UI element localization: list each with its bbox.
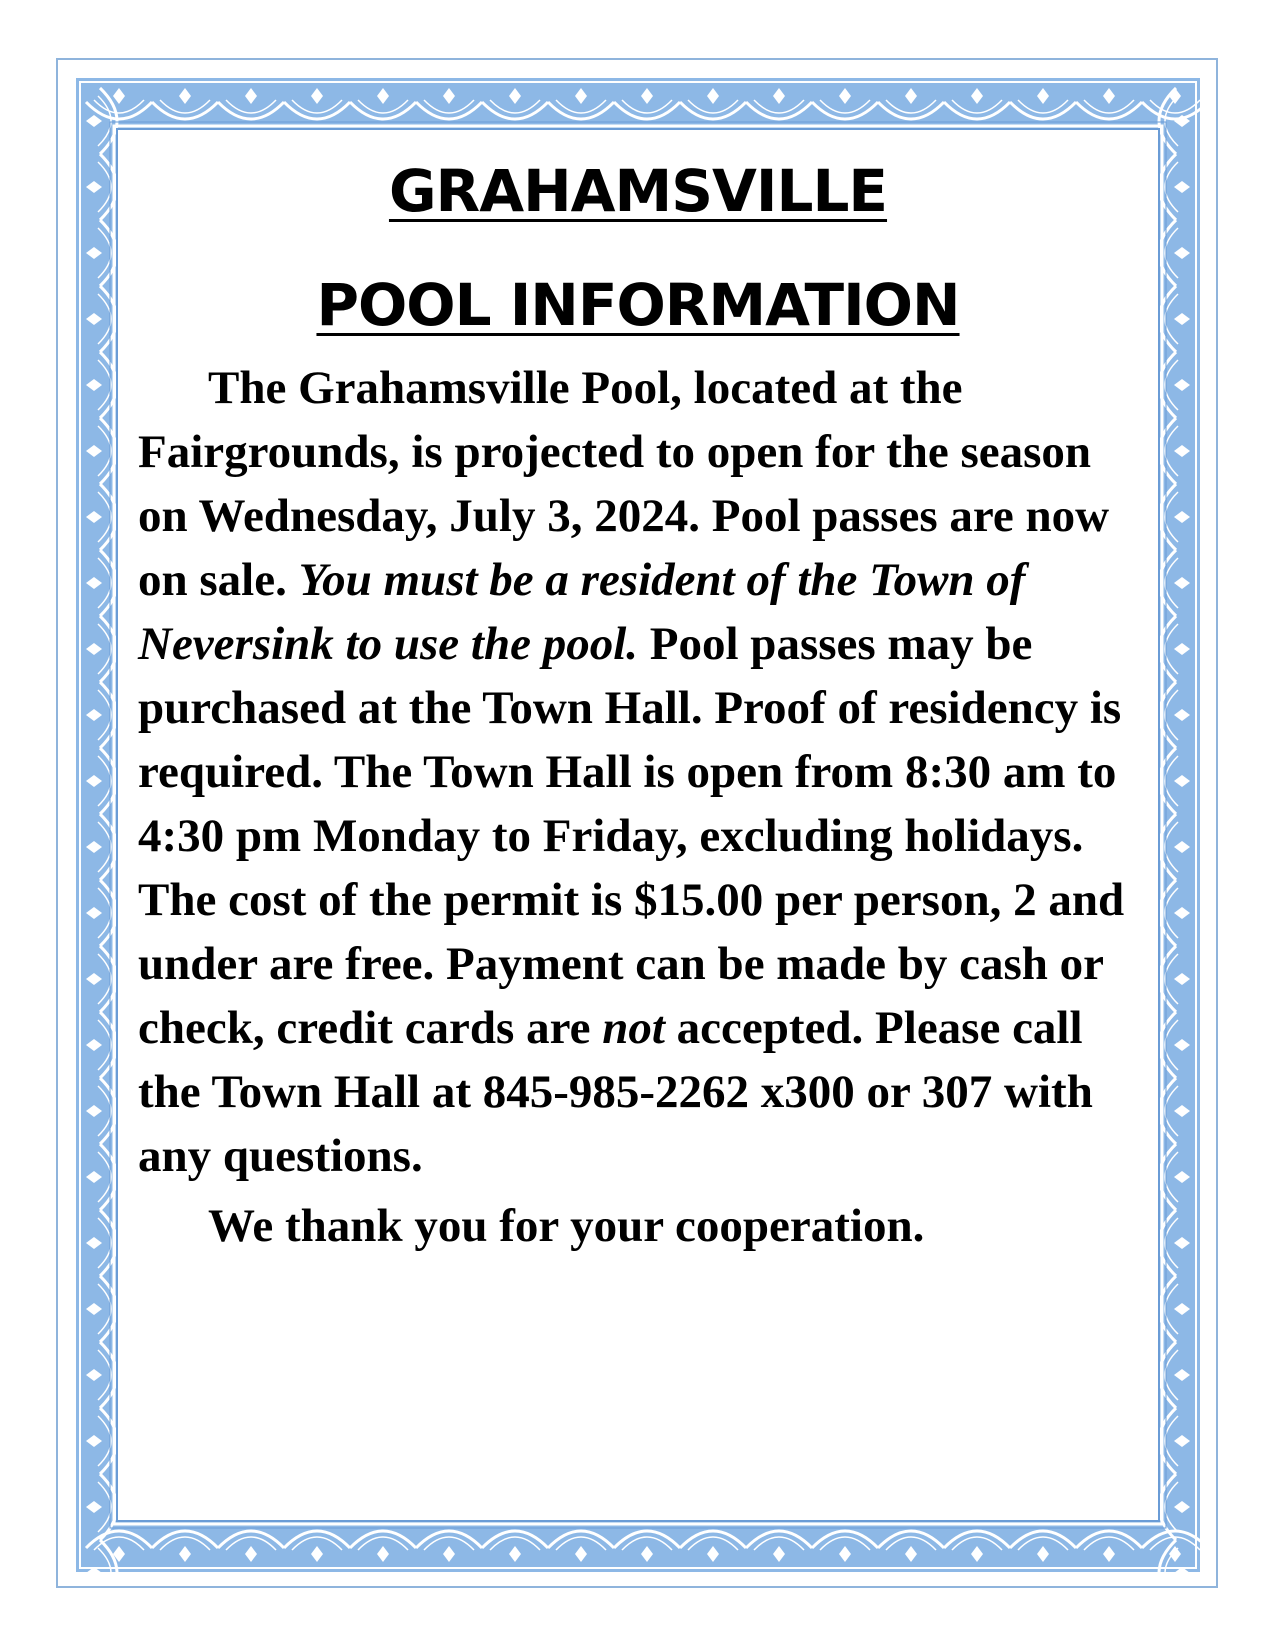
border-ornament bbox=[1174, 1105, 1190, 1117]
border-ornament bbox=[971, 88, 983, 104]
border-ornament bbox=[1174, 907, 1190, 919]
border-ornament bbox=[86, 643, 102, 655]
border-ornament bbox=[86, 1435, 102, 1447]
border-ornament bbox=[641, 88, 653, 104]
border-ornament bbox=[680, 102, 746, 119]
border-ornament bbox=[152, 102, 218, 119]
border-ornament bbox=[1174, 1039, 1190, 1051]
border-ornament bbox=[548, 1531, 614, 1548]
border-ornament bbox=[944, 102, 1010, 119]
flyer-content bbox=[138, 150, 1138, 1258]
border-ornament bbox=[218, 102, 284, 119]
border-ornament bbox=[1174, 973, 1190, 985]
border-ornament bbox=[245, 1546, 257, 1562]
border-ornament bbox=[680, 1531, 746, 1548]
border-ornament bbox=[1174, 577, 1190, 589]
border-ornament bbox=[548, 102, 614, 119]
border-ornament bbox=[86, 1531, 152, 1548]
border-ornament bbox=[1174, 1369, 1190, 1381]
body-paragraph bbox=[138, 356, 1138, 1188]
border-ornament bbox=[350, 102, 416, 119]
border-ornament bbox=[1010, 102, 1076, 119]
border-ornament bbox=[971, 1546, 983, 1562]
body-text-part-2: Pool passes may be purchased at the Town Hall. Proof of residency is required. The Town Hall is open from 8:30 am to 4:30 pm Monday to Friday, excluding holidays. The cost of the permit is $15.00 per person, 2 and under are free. Payment can be made by cash or check, credit cards are bbox=[138, 618, 1125, 1054]
border-ornament bbox=[905, 88, 917, 104]
border-ornament bbox=[86, 313, 102, 325]
border-ornament bbox=[614, 1531, 680, 1548]
border-ornament bbox=[1037, 1546, 1049, 1562]
border-ornament bbox=[1174, 247, 1190, 259]
border-ornament bbox=[575, 1546, 587, 1562]
border-ornament bbox=[377, 88, 389, 104]
border-ornament bbox=[218, 1531, 284, 1548]
border-ornament bbox=[86, 1303, 102, 1315]
border-ornament bbox=[416, 102, 482, 119]
border-ornament bbox=[86, 511, 102, 523]
border-ornament bbox=[179, 1546, 191, 1562]
border-ornament bbox=[86, 445, 102, 457]
border-ornament bbox=[443, 88, 455, 104]
border-ornament bbox=[707, 1546, 719, 1562]
closing-line: We thank you for your cooperation. bbox=[208, 1200, 925, 1252]
border-ornament bbox=[113, 88, 125, 104]
border-ornament bbox=[641, 1546, 653, 1562]
border-ornament bbox=[86, 1171, 102, 1183]
border-ornament bbox=[509, 1546, 521, 1562]
border-ornament bbox=[1103, 88, 1115, 104]
border-ornament bbox=[746, 1531, 812, 1548]
border-ornament bbox=[179, 88, 191, 104]
residency-notice: You must be a resident of the Town of Neversink to use the pool. bbox=[138, 554, 1026, 670]
border-ornament bbox=[878, 1531, 944, 1548]
border-ornament bbox=[86, 1039, 102, 1051]
border-ornament bbox=[1174, 1237, 1190, 1249]
border-ornament bbox=[1174, 445, 1190, 457]
border-ornament bbox=[1174, 1501, 1190, 1513]
border-ornament bbox=[86, 1105, 102, 1117]
border-ornament bbox=[482, 1531, 548, 1548]
border-ornament bbox=[575, 88, 587, 104]
border-ornament bbox=[1174, 1171, 1190, 1183]
border-ornament bbox=[1076, 1531, 1142, 1548]
border-ornament bbox=[839, 88, 851, 104]
border-ornament bbox=[773, 1546, 785, 1562]
border-ornament bbox=[86, 115, 102, 127]
border-ornament bbox=[1076, 102, 1142, 119]
border-ornament bbox=[905, 1546, 917, 1562]
border-ornament bbox=[509, 88, 521, 104]
border-ornament bbox=[839, 1546, 851, 1562]
border-ornament bbox=[86, 379, 102, 391]
border-ornament bbox=[1169, 1546, 1181, 1562]
border-ornament bbox=[86, 1237, 102, 1249]
border-ornament bbox=[284, 102, 350, 119]
border-ornament bbox=[86, 709, 102, 721]
border-ornament bbox=[1174, 775, 1190, 787]
border-ornament bbox=[86, 907, 102, 919]
border-ornament bbox=[1174, 379, 1190, 391]
border-ornament bbox=[614, 102, 680, 119]
border-ornament bbox=[944, 1531, 1010, 1548]
border-ornament bbox=[152, 1531, 218, 1548]
body-text-part-1: The Grahamsville Pool, located at the Fairgrounds, is projected to open for the season on Wednesday, July 3, 2024. Pool passes are now on sale. bbox=[138, 362, 1110, 606]
border-ornament bbox=[746, 102, 812, 119]
border-ornament bbox=[86, 1501, 102, 1513]
border-ornament bbox=[86, 247, 102, 259]
border-ornament bbox=[812, 1531, 878, 1548]
border-ornament bbox=[1174, 1435, 1190, 1447]
border-ornament bbox=[311, 1546, 323, 1562]
not-emphasis: not bbox=[602, 1002, 665, 1054]
border-ornament bbox=[443, 1546, 455, 1562]
body-text-part-3: accepted. Please call the Town Hall at 845-985-2262 x300 or 307 with any questions. bbox=[138, 1002, 1093, 1182]
border-ornament bbox=[86, 775, 102, 787]
border-ornament bbox=[86, 181, 102, 193]
border-ornament bbox=[1174, 841, 1190, 853]
border-ornament bbox=[773, 88, 785, 104]
border-ornament bbox=[86, 973, 102, 985]
border-ornament bbox=[284, 1531, 350, 1548]
border-ornament bbox=[416, 1531, 482, 1548]
border-ornament bbox=[1174, 511, 1190, 523]
border-ornament bbox=[350, 1531, 416, 1548]
title-line-1: GRAHAMSVILLE bbox=[388, 157, 888, 225]
border-ornament bbox=[878, 102, 944, 119]
border-ornament bbox=[812, 102, 878, 119]
border-ornament bbox=[1174, 1303, 1190, 1315]
border-ornament bbox=[1103, 1546, 1115, 1562]
border-ornament bbox=[1010, 1531, 1076, 1548]
border-ornament bbox=[1174, 709, 1190, 721]
border-ornament bbox=[377, 1546, 389, 1562]
border-ornament bbox=[707, 88, 719, 104]
title-line-2: POOL INFORMATION bbox=[316, 271, 960, 339]
border-ornament bbox=[1174, 313, 1190, 325]
border-ornament bbox=[245, 88, 257, 104]
border-ornament bbox=[86, 577, 102, 589]
border-ornament bbox=[311, 88, 323, 104]
border-ornament bbox=[1037, 88, 1049, 104]
border-ornament bbox=[86, 1369, 102, 1381]
border-ornament bbox=[482, 102, 548, 119]
border-ornament bbox=[1174, 181, 1190, 193]
border-ornament bbox=[1174, 643, 1190, 655]
border-ornament bbox=[86, 841, 102, 853]
